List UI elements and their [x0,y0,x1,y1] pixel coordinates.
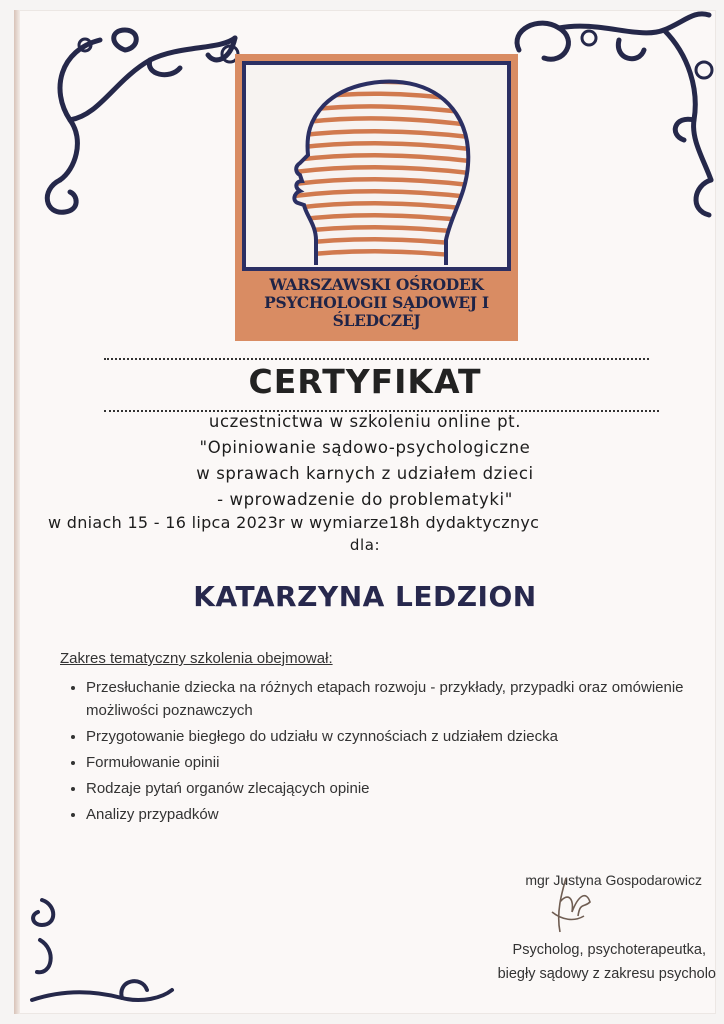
logo-line: WARSZAWSKI OŚRODEK [269,275,484,294]
course-title-line: "Opiniowanie sądowo-psychologiczne [199,438,531,457]
ornament-top-left [30,20,250,230]
participation-line: uczestnictwa w szkoleniu online pt. [208,412,522,431]
logo-line: PSYCHOLOGII SĄDOWEJ I [264,293,489,312]
course-dates-line: w dniach 15 - 16 lipca 2023r w wymiarze18h dydaktycznyc [48,513,540,532]
list-item: • Formułowanie opinii [86,751,716,774]
logo-name [235,276,518,330]
logo-frame [242,61,511,271]
list-item: • Analizy przypadków [86,803,716,826]
paper-edge [14,10,20,1014]
list-item: • Rodzaje pytań organów zlecających opinie [86,777,716,800]
recipient-name: KATARZYNA LEDZION [193,580,537,613]
list-item: • Przesłuchanie dziecka na różnych etapach rozwoju - przykłady, przypadki oraz omówienie możliwości poznawczych [86,676,716,722]
handwritten-signature [544,872,604,938]
certificate-title: CERTYFIKAT [248,362,482,401]
institute-logo [235,54,518,341]
scope-heading: Zakres tematyczny szkolenia obejmował: [60,650,333,667]
signatory-name: mgr Justyna Gospodarowicz [525,872,702,888]
ornament-bottom-left [22,880,192,1014]
scope-list [70,676,716,829]
signatory-role: Psycholog, psychoterapeutka, [512,942,706,958]
course-title-line: - wprowadzenie do problematyki" [217,490,513,509]
ornament-top-right [499,10,716,230]
for-label: dla: [349,536,381,554]
certificate-sheet [14,10,716,1014]
fingerprint-head-icon [246,65,507,267]
divider-top [104,358,649,360]
signatory-role: biegły sądowy z zakresu psycholo [497,966,716,982]
list-item: • Przygotowanie biegłego do udziału w czynnościach z udziałem dziecka [86,725,716,748]
logo-line: ŚLEDCZEJ [332,311,421,330]
course-title-line: w sprawach karnych z udziałem dzieci [196,464,534,483]
